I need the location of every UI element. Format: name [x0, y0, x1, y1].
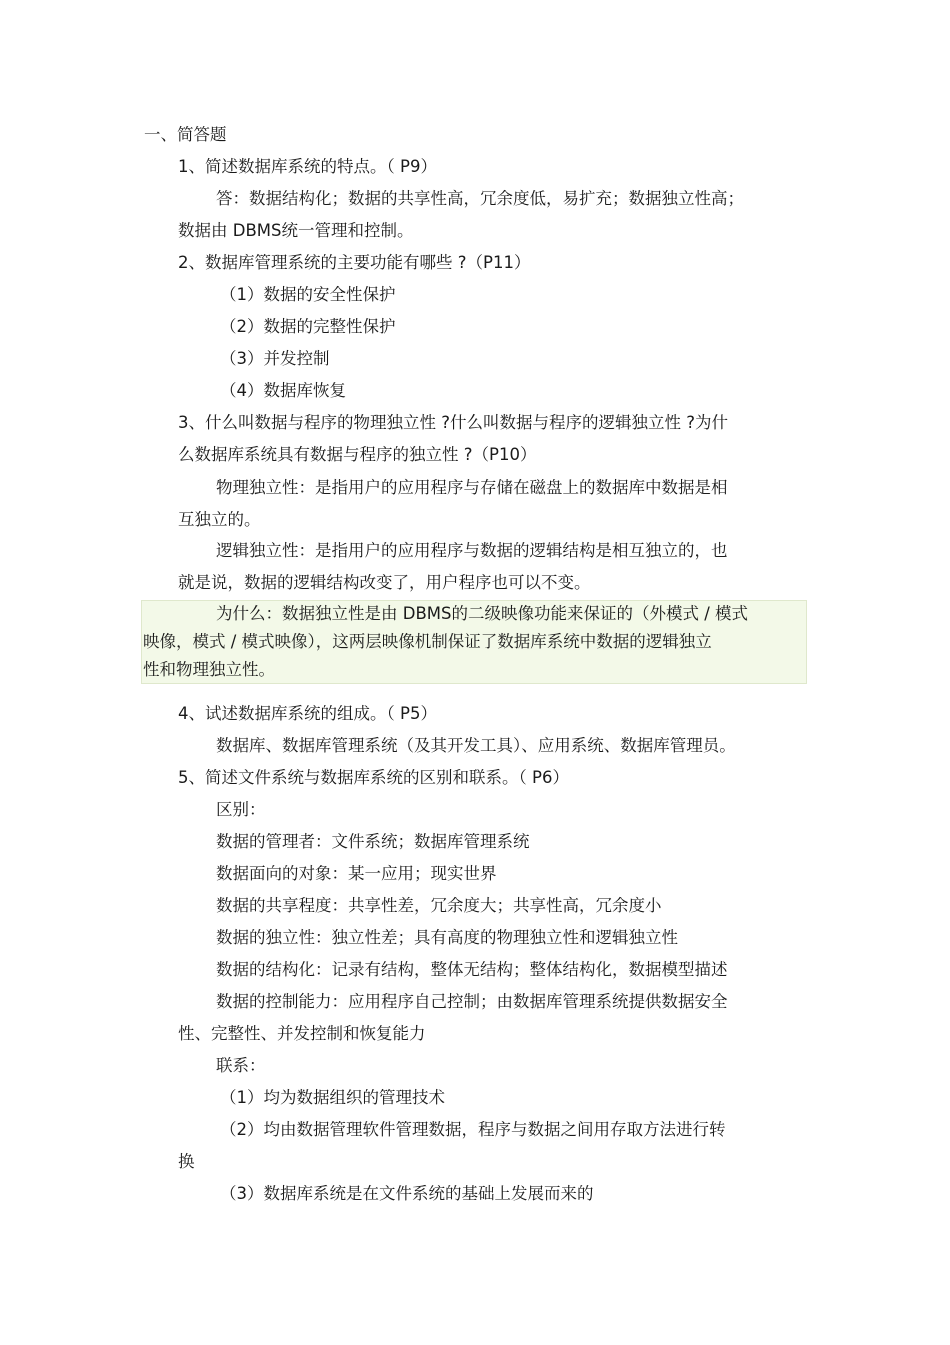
- q5-link-item-1: （1）均为数据组织的管理技术: [220, 1088, 445, 1107]
- q5-diff-item: 数据的管理者：文件系统；数据库管理系统: [216, 832, 530, 851]
- q5-link-item-2b: 换: [178, 1152, 195, 1171]
- q2-item: （4）数据库恢复: [220, 381, 346, 400]
- q2-title: 2、数据库管理系统的主要功能有哪些 ?（P11）: [178, 253, 531, 272]
- q4-answer: 数据库、数据库管理系统（及其开发工具）、应用系统、数据库管理员。: [216, 736, 736, 755]
- q5-link-label: 联系：: [216, 1056, 266, 1075]
- section-heading: 一、简答题: [144, 125, 227, 144]
- q2-item: （2）数据的完整性保护: [220, 317, 396, 336]
- q3-why-line-1: 为什么：数据独立性是由 DBMS的二级映像功能来保证的（外模式 / 模式: [216, 604, 749, 623]
- q4-title: 4、试述数据库系统的组成。（ P5）: [178, 704, 437, 723]
- q5-diff-item: 数据的结构化：记录有结构，整体无结构；整体结构化，数据模型描述: [216, 960, 728, 979]
- q5-diff-item: 数据的控制能力：应用程序自己控制；由数据库管理系统提供数据安全: [216, 992, 728, 1011]
- q3-title-line-1: 3、什么叫数据与程序的物理独立性 ?什么叫数据与程序的逻辑独立性 ?为什: [178, 413, 729, 432]
- q3-why-line-2: 映像，模式 / 模式映像），这两层映像机制保证了数据库系统中数据的逻辑独立: [143, 632, 712, 651]
- q5-diff-continuation: 性、完整性、并发控制和恢复能力: [178, 1024, 426, 1043]
- q3-title-line-2: 么数据库系统具有数据与程序的独立性 ?（P10）: [178, 445, 537, 464]
- q5-diff-item: 数据面向的对象：某一应用；现实世界: [216, 864, 497, 883]
- q3-physical-line-2: 互独立的。: [178, 510, 261, 529]
- q5-link-item-2a: （2）均由数据管理软件管理数据，程序与数据之间用存取方法进行转: [220, 1120, 726, 1139]
- q5-diff-item: 数据的共享程度：共享性差，冗余度大；共享性高，冗余度小: [216, 896, 662, 915]
- q5-diff-label: 区别：: [216, 800, 266, 819]
- q5-diff-item: 数据的独立性：独立性差；具有高度的物理独立性和逻辑独立性: [216, 928, 678, 947]
- q1-title: 1、简述数据库系统的特点。（ P9）: [178, 157, 437, 176]
- q3-logical-line-2: 就是说，数据的逻辑结构改变了，用户程序也可以不变。: [178, 573, 591, 592]
- q3-why-line-3: 性和物理独立性。: [143, 660, 275, 679]
- q2-item: （1）数据的安全性保护: [220, 285, 396, 304]
- q1-answer-line-2: 数据由 DBMS统一管理和控制。: [178, 221, 414, 240]
- q1-answer-line-1: 答：数据结构化；数据的共享性高，冗余度低，易扩充；数据独立性高；: [216, 189, 744, 208]
- q3-logical-line-1: 逻辑独立性：是指用户的应用程序与数据的逻辑结构是相互独立的，也: [216, 541, 728, 560]
- q3-physical-line-1: 物理独立性：是指用户的应用程序与存储在磁盘上的数据库中数据是相: [216, 478, 728, 497]
- q5-link-item-3: （3）数据库系统是在文件系统的基础上发展而来的: [220, 1184, 594, 1203]
- q5-title: 5、简述文件系统与数据库系统的区别和联系。（ P6）: [178, 768, 569, 787]
- q2-item: （3）并发控制: [220, 349, 330, 368]
